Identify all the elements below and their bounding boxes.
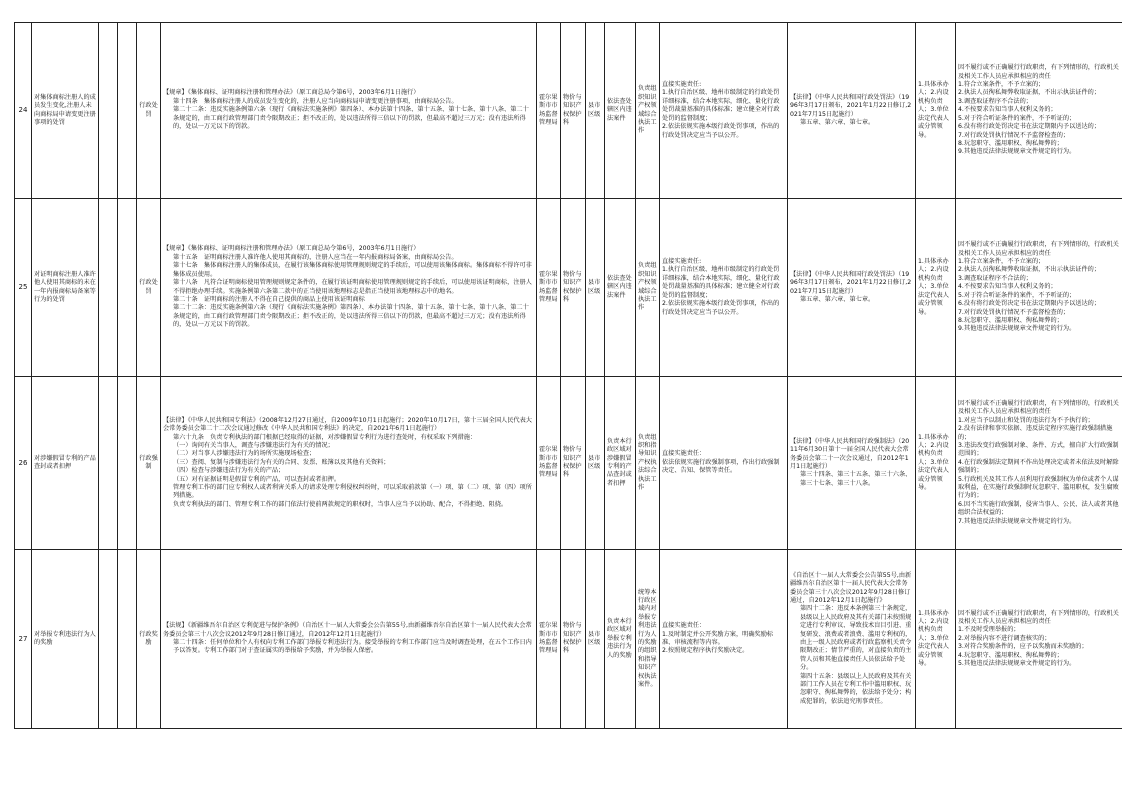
- power-category: 行政处罚: [137, 199, 161, 377]
- table-row: [15, 377, 1122, 550]
- power-responsibility-table: [14, 22, 1122, 729]
- acc-line: 9.其他违反法律法规规章文件规定的行为。: [958, 325, 1076, 333]
- basis-line: 第十五条 证明商标注册人准许他人使用其商标的，注册人应当在一年内报商标局备案，由商标局公告。: [173, 253, 458, 261]
- acc-line: 1.符合立案条件，不予立案的；: [958, 81, 1045, 89]
- basis-line: 第二十四条：任何单位和个人有权向专利工作部门举报专利违法行为。接受举报的专利工作部门应当及时调查处理，在五个工作日内予以答复。专利工作部门对于查证属实的举报给予奖励，并为举报人保密。: [173, 639, 532, 655]
- acc-line: 1.不及时受理举报的；: [958, 626, 1020, 634]
- acc-line: 4.不按要求告知当事人权利义务的；: [958, 283, 1057, 291]
- scope: 依法查处辖区内违法案件: [605, 199, 636, 377]
- office: 物价与知识产权保护科: [561, 199, 586, 377]
- table-row: [15, 550, 1122, 729]
- accountable-persons: 1.具体承办人；2.内设机构负责人；3.单位法定代表人或分管领导。: [916, 199, 956, 377]
- acc-line: 3.调查取证程序不合法的；: [958, 274, 1032, 282]
- basis-line: 第十八条 凡符合证明商标使用管理规则规定条件的，在履行该证明商标使用管理规则规定的手续后，可以使用该证明商标，注册人不得拒绝办理手续。实施条例第六条第二款中的正当使用该地理标志是指正当使用该地理标志中的地名。: [173, 279, 532, 295]
- office: 物价与知识产权保护科: [561, 550, 586, 729]
- duty-law-line: 第四十五条：县级以上人民政府及其有关部门工作人员在专利工作中滥用职权、玩忽职守、徇私舞弊的，依法给予处分；构成犯罪的，依法追究刑事责任。: [800, 672, 912, 705]
- accountability: [956, 377, 1122, 550]
- accountability: [956, 550, 1122, 729]
- office: 物价与知识产权保护科: [561, 377, 586, 550]
- basis-line: 第二十条 证明商标的注册人不得在自己提供的商品上使用该证明商标: [173, 295, 365, 303]
- duty-line: 直接实施责任:: [662, 258, 702, 266]
- responsible-subject: 负责组织知识产权领域综合执法工作: [636, 23, 660, 199]
- basis-line: 第十四条 集体商标注册人的成员发生变化的，注册人应当向商标局申请变更注册事项，由商标局公告。: [173, 97, 458, 105]
- basis-line: 负责专利执法的部门、管理专利工作的部门依法行使前两款规定的职权时，当事人应当予以协助、配合，不得拒绝、阻挠。: [173, 500, 508, 508]
- duty: [660, 377, 788, 550]
- acc-line: 2.没有法律和事实依据、违反法定程序实施行政强制措施的；: [958, 425, 1113, 441]
- item-name: 对证明商标注册人准许他人使用其商标的未在一年内报商标局备案等行为的处罚: [32, 199, 99, 377]
- item-name: 对涉嫌假冒专利的产品查封或者扣押: [32, 377, 99, 550]
- basis-line: 第二十二条：违反实施条例第六条（现行《商标法实施条例》第四条）、本办法第十四条、第十五条、第十七条、第十八条、第二十条规定的，由工商行政管理部门责令限期改正；拒不改正的，处以违法所得三倍以下的罚款，但最高不超过三万元；没有违法所得的，处以一万元以下的罚款。: [173, 106, 529, 131]
- basis-line: 【规章】《集体商标、证明商标注册和管理办法》（原工商总局令第6号，2003年6月1日施行）: [163, 89, 420, 97]
- accountable-persons: 1.具体承办人；2.内设机构负责人；3.单位法定代表人或分管领导。: [916, 377, 956, 550]
- level: 县市区级: [586, 550, 605, 729]
- duty-line: 1.及时制定并公开奖励方案，明确奖励标准、审核流程等内容。: [662, 630, 774, 646]
- power-category: 行政奖励: [137, 550, 161, 729]
- acc-line: 因不履行或不正确履行行政职责，有下列情形的，行政机关及相关工作人员应承担相应的责任: [958, 241, 1119, 257]
- acc-line: 1.对应当予以制止和处罚的违法行为不予执行的；: [958, 416, 1094, 424]
- sub-item: [99, 377, 118, 550]
- duty-line: 1.执行自治区级、地州市级制定的行政处罚详细标准，结合本地实际，细化、量化行政处罚裁量基准的具体标准；建立健全对行政处罚的监督制度；: [662, 266, 780, 299]
- accountable-persons: 1.具体承办人；2.内设机构负责人；3.单位法定代表人或分管领导。: [916, 550, 956, 729]
- acc-line: 5.对于符合听证条件的案件，不予听证的；: [958, 114, 1076, 122]
- duty-line: 2.依法依规实施本级行政处罚事项，作出的行政处罚决定应当予以公开。: [662, 300, 780, 316]
- acc-line: 6.因不当实施行政强制，侵害当事人、公民、法人或者其他组织合法权益的；: [958, 500, 1119, 517]
- department: 霍尔果斯市市场监督管理局: [537, 550, 561, 729]
- responsible-subject: 统筹本行政区域内对举报专利违法行为人的奖励的组织和指导知识产权执法案件。: [636, 550, 660, 729]
- basis-line: 【法规】《新疆维吾尔自治区专利促进与保护条例》（自治区十一届人大常委会公告第55号,由新疆维吾尔自治区第十一届人民代表大会常务委员会第三十八次会议2012年9月28日修订通过，自2012年12月1日起施行）: [163, 622, 532, 638]
- item-name: 对集体商标注册人的成员发生变化,注册人未向商标局申请变更注册事项的处罚: [32, 23, 99, 199]
- acc-line: 9.其他违反法律法规规章文件规定的行为。: [958, 148, 1076, 156]
- basis-line: 第十七条 集体商标注册人的集体成员，在履行该集体商标使用管理规则规定的手续后，可以使用该集体商标。集体商标不得许可非集体成员使用。: [173, 262, 532, 278]
- basis-line: 第六十九条 负责专利执法的部门根据已经取得的证据，对涉嫌假冒专利行为进行查处时，有权采取下列措施：: [173, 433, 477, 441]
- duty: [660, 550, 788, 729]
- legal-basis: [161, 199, 537, 377]
- blank-cell: [118, 199, 137, 377]
- acc-line: 因不履行或不正确履行行政职责，有下列情形的，行政机关及相关工作人员应承担相应的责任: [958, 399, 1119, 416]
- acc-line: 2.对举报内容不进行调查核实的；: [958, 634, 1051, 642]
- row-number: 27: [15, 550, 32, 729]
- duty-line: 依法依规实施行政强制事项，作出行政强制决定、告知、保管等责任。: [662, 458, 780, 475]
- duty-line: 2.依法依规实施本级行政处罚事项，作出的行政处罚决定应当予以公开。: [662, 123, 780, 139]
- legal-basis: [161, 377, 537, 550]
- scope: 负责本行政区域对涉嫌假冒专利的产品查封或者扣押: [605, 377, 636, 550]
- duty-law-line: 第三十四条、第三十五条、第三十六条、第三十七条、第三十八条。: [800, 471, 912, 487]
- duty-line: 直接实施责任:: [662, 81, 702, 89]
- basis-line: 第二十二条：违反实施条例第六条（现行《商标法实施条例》第四条）、本办法第十四条、第十五条、第十七条、第十八条、第二十条规定的，由工商行政管理部门责令限期改正；拒不改正的，处以违法所得三倍以下的罚款，但最高不超过三万元；没有违法所得的，处以一万元以下的罚款。: [173, 304, 529, 329]
- accountability: [956, 199, 1122, 377]
- table-row: [15, 23, 1122, 199]
- accountable-persons: 1.具体承办人；2.内设机构负责人；3.单位法定代表人或分管领导。: [916, 23, 956, 199]
- duty-law-line: 【法律】《中华人民共和国行政处罚法》（1996年3月17日颁布，2021年1月22日修订,2021年7月15日起施行）: [790, 93, 912, 118]
- acc-line: 1.符合立案条件，不予立案的；: [958, 258, 1045, 266]
- acc-line: 2.执法人员徇私舞弊收取证据，不出示执法证件的；: [958, 89, 1101, 97]
- acc-line: 因不履行或不正确履行行政职责，有下列情形的，行政机关及相关工作人员应承担相应的责任: [958, 609, 1119, 625]
- scope: 负责本行政区域对举报专利违法行为人的奖励: [605, 550, 636, 729]
- basis-line: （五）对有证据证明是假冒专利的产品，可以查封或者扣押。: [173, 475, 341, 483]
- acc-line: 因不履行或不正确履行行政职责，有下列情形的，行政机关及相关工作人员应承担相应的责任: [958, 64, 1119, 80]
- responsible-subject: 负责组织知识产权领域综合执法工作: [636, 199, 660, 377]
- responsible-subject: 负责组织和指导知识产权执法综合执法工作: [636, 377, 660, 550]
- acc-line: 8.玩忽职守、滥用职权、徇私舞弊的；: [958, 316, 1063, 324]
- sub-item: [99, 550, 118, 729]
- duty-line: 2.按照规定程序执行奖励决定。: [662, 647, 749, 655]
- basis-line: （四）检查与涉嫌违法行为有关的产品；: [173, 467, 285, 475]
- duty-line: 直接实施责任：: [662, 450, 706, 458]
- level: 县市区级: [586, 23, 605, 199]
- basis-line: （二）对当事人涉嫌违法行为的场所实施现场检查；: [173, 450, 316, 458]
- duty-law: [788, 199, 916, 377]
- acc-line: 7.对行政处罚执行情况不予监督检查的；: [958, 308, 1070, 316]
- row-number: 24: [15, 23, 32, 199]
- duty-law-line: 【法律】《中华人民共和国行政强制法》（2011年6月30日第十一届全国人民代表大会常务委员会第二十一次会议通过，自2012年1月1日起施行）: [790, 437, 910, 470]
- acc-line: 5.其他违反法律法规规章文件规定的行为。: [958, 660, 1076, 668]
- duty-law: [788, 550, 916, 729]
- department: 霍尔果斯市市场监督管理局: [537, 23, 561, 199]
- acc-line: 5.行政机关及其工作人员利用行政强制权为单位或者个人谋取利益，在实施行政强制时玩忽职守、滥用职权，发生腐败行为的；: [958, 475, 1119, 500]
- acc-line: 7.对行政处罚执行情况不予监督检查的；: [958, 131, 1070, 139]
- scope: 依法查处辖区内违法案件: [605, 23, 636, 199]
- duty-law-line: 【法律】《中华人民共和国行政处罚法》（1996年3月17日颁布，2021年1月22日修订,2021年7月15日起施行）: [790, 270, 912, 295]
- basis-line: （一）询问有关当事人，调查与涉嫌违法行为有关的情况；: [173, 441, 334, 449]
- acc-line: 4.玩忽职守、滥用职权、徇私舞弊的；: [958, 651, 1063, 659]
- power-category: 行政强制: [137, 377, 161, 550]
- blank-cell: [118, 377, 137, 550]
- sub-item: [99, 23, 118, 199]
- acc-line: 6.没有将行政处罚决定书在法定期限内予以送达的；: [958, 300, 1101, 308]
- row-number: 26: [15, 377, 32, 550]
- duty: [660, 199, 788, 377]
- acc-line: 6.没有将行政处罚决定书在法定期限内予以送达的；: [958, 123, 1101, 131]
- duty-line: 直接实施责任：: [662, 622, 706, 630]
- acc-line: 5.对于符合听证条件的案件，不予听证的；: [958, 291, 1076, 299]
- office: 物价与知识产权保护科: [561, 23, 586, 199]
- table-row: [15, 199, 1122, 377]
- duty-law-line: 《自治区十一届人大常委会公告第55号,由新疆维吾尔自治区第十一届人民代表大会常务委员会第三十八次会议2012年9月28日修订通过，自2012年12月1日起施行》: [790, 571, 912, 604]
- acc-line: 7.其他违反法律法规规章文件规定的行为。: [958, 517, 1076, 525]
- duty: [660, 23, 788, 199]
- acc-line: 4.不按要求告知当事人权利义务的；: [958, 106, 1057, 114]
- acc-line: 8.玩忽职守、滥用职权、徇私舞弊的；: [958, 139, 1063, 147]
- acc-line: 3.调查取证程序不合法的；: [958, 97, 1032, 105]
- acc-line: 3.违法改变行政强制对象、条件、方式，擅自扩大行政强制范围的；: [958, 441, 1119, 458]
- department: 霍尔果斯市市场监督管理局: [537, 199, 561, 377]
- item-name: 对举报专利违法行为人的奖励: [32, 550, 99, 729]
- acc-line: 2.执法人员徇私舞弊收取证据，不出示执法证件的；: [958, 266, 1101, 274]
- duty-law-line: 第五章、第六章、第七章。: [800, 295, 875, 303]
- level: 县市区级: [586, 377, 605, 550]
- basis-line: 管理专利工作的部门应专利权人或者利害关系人的请求处理专利侵权纠纷时，可以采取前款第（一）项、第（二）项、第（四）项所列措施。: [173, 484, 532, 500]
- basis-line: 【规章】《集体商标、证明商标注册和管理办法》（原工商总局令第6号，2003年6月1日施行）: [163, 245, 420, 253]
- row-number: 25: [15, 199, 32, 377]
- basis-line: 【法律】《中华人民共和国专利法》（2008年12月27日通过，自2009年10月1日起施行；2020年10月17日，第十三届全国人民代表大会常务委员会第二十二次会议通过修改《中华人民共和国专利法》的决定，自2021年6月1日起施行）: [163, 416, 532, 433]
- level: 县市区级: [586, 199, 605, 377]
- sub-item: [99, 199, 118, 377]
- basis-line: （三）查阅、复制与涉嫌违法行为有关的合同、发票、账簿以及其他有关资料；: [173, 458, 390, 466]
- blank-cell: [118, 23, 137, 199]
- duty-law: [788, 377, 916, 550]
- blank-cell: [118, 550, 137, 729]
- department: 霍尔果斯市市场监督管理局: [537, 377, 561, 550]
- acc-line: 3.对符合奖励条件的，应予以奖励而未奖励的；: [958, 643, 1088, 651]
- duty-law-line: 第五章、第六章、第七章。: [800, 118, 875, 126]
- duty-law-line: 第四十二条：违反本条例第三十条规定，县级以上人民政府及其有关部门未按照规定进行专利审议、导致技术盲目引进、重复研发、浪费或者浪费、滥用专利权的，由上一级人民政府或者行政监察机关责令限期改正；情节严重的，对直接负责的主管人员和其他直接责任人员依法给予处分。: [800, 605, 912, 672]
- legal-basis: [161, 550, 537, 729]
- accountability: [956, 23, 1122, 199]
- duty-law: [788, 23, 916, 199]
- power-category: 行政处罚: [137, 23, 161, 199]
- acc-line: 4.在行政强制法定期间不作出处理决定或者未依法及时解除强制的；: [958, 458, 1119, 475]
- legal-basis: [161, 23, 537, 199]
- duty-line: 1.执行自治区级、地州市级制定的行政处罚详细标准，结合本地实际，细化、量化行政处罚裁量基准的具体标准；建立健全对行政处罚的监督制度；: [662, 89, 780, 122]
